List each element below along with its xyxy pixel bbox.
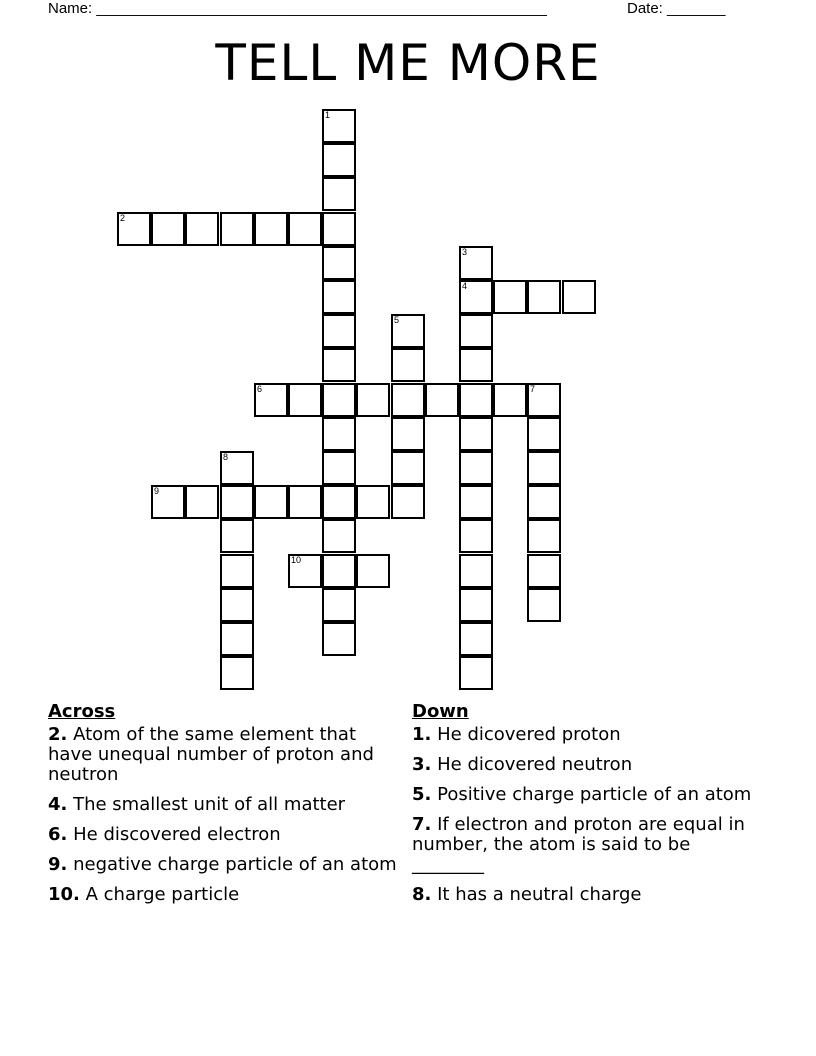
grid-cell[interactable] xyxy=(527,554,561,588)
grid-cell[interactable] xyxy=(527,588,561,622)
grid-cell[interactable] xyxy=(527,451,561,485)
grid-cell[interactable] xyxy=(459,588,493,622)
grid-cell[interactable] xyxy=(459,451,493,485)
grid-cell[interactable] xyxy=(493,383,527,417)
clue-down-5: 5. Positive charge particle of an atom xyxy=(412,784,752,805)
clue-down-8: 8. It has a neutral charge xyxy=(412,884,642,905)
grid-cell[interactable] xyxy=(459,314,493,348)
name-field-label[interactable]: Name: ______________________________________________________ xyxy=(48,0,547,17)
grid-cell[interactable] xyxy=(220,485,254,519)
cell-number: 3 xyxy=(462,247,468,257)
grid-cell[interactable] xyxy=(288,485,322,519)
grid-cell[interactable] xyxy=(459,348,493,382)
across-clues xyxy=(48,702,403,915)
clue-across-9: 9. negative charge particle of an atom xyxy=(48,854,397,875)
grid-cell[interactable] xyxy=(322,588,356,622)
grid-cell[interactable] xyxy=(459,622,493,656)
grid-cell[interactable] xyxy=(391,348,425,382)
grid-cell[interactable] xyxy=(322,417,356,451)
grid-cell[interactable] xyxy=(220,588,254,622)
grid-cell[interactable] xyxy=(322,246,356,280)
across-heading: Across xyxy=(48,701,116,722)
grid-cell[interactable] xyxy=(151,485,185,519)
grid-cell[interactable] xyxy=(322,383,356,417)
grid-cell[interactable] xyxy=(391,383,425,417)
grid-cell[interactable] xyxy=(151,212,185,246)
grid-cell[interactable] xyxy=(527,383,561,417)
grid-cell[interactable] xyxy=(356,554,390,588)
grid-cell[interactable] xyxy=(288,554,322,588)
grid-cell[interactable] xyxy=(288,212,322,246)
cell-number: 5 xyxy=(394,315,400,325)
grid-cell[interactable] xyxy=(459,485,493,519)
grid-cell[interactable] xyxy=(322,143,356,177)
grid-cell[interactable] xyxy=(527,280,561,314)
cell-number: 2 xyxy=(120,213,126,223)
grid-cell[interactable] xyxy=(322,485,356,519)
grid-cell[interactable] xyxy=(254,383,288,417)
grid-cell[interactable] xyxy=(322,314,356,348)
clue-across-10: 10. A charge particle xyxy=(48,884,240,905)
grid-cell[interactable] xyxy=(322,348,356,382)
grid-cell[interactable] xyxy=(391,451,425,485)
grid-cell[interactable] xyxy=(220,656,254,690)
grid-cell[interactable] xyxy=(459,246,493,280)
grid-cell[interactable] xyxy=(459,280,493,314)
down-clues xyxy=(412,702,767,915)
grid-cell[interactable] xyxy=(322,622,356,656)
grid-cell[interactable] xyxy=(527,485,561,519)
grid-cell[interactable] xyxy=(254,485,288,519)
cell-number: 1 xyxy=(325,110,331,120)
clue-across-4: 4. The smallest unit of all matter xyxy=(48,794,346,815)
grid-cell[interactable] xyxy=(425,383,459,417)
grid-cell[interactable] xyxy=(391,314,425,348)
grid-cell[interactable] xyxy=(322,451,356,485)
grid-cell[interactable] xyxy=(459,383,493,417)
clue-down-3: 3. He dicovered neutron xyxy=(412,754,633,775)
grid-cell[interactable] xyxy=(459,554,493,588)
grid-cell[interactable] xyxy=(185,212,219,246)
grid-cell[interactable] xyxy=(185,485,219,519)
grid-cell[interactable] xyxy=(117,212,151,246)
clue-across-2: 2. Atom of the same element that have unequal number of proton and neutron xyxy=(48,724,374,785)
grid-cell[interactable] xyxy=(356,383,390,417)
grid-cell[interactable] xyxy=(220,519,254,553)
grid-cell[interactable] xyxy=(391,417,425,451)
cell-number: 7 xyxy=(530,384,536,394)
grid-cell[interactable] xyxy=(493,280,527,314)
grid-cell[interactable] xyxy=(288,383,322,417)
clue-down-7: 7. If electron and proton are equal in number, the atom is said to be ________ xyxy=(412,814,745,875)
grid-cell[interactable] xyxy=(459,417,493,451)
grid-cell[interactable] xyxy=(459,519,493,553)
grid-cell[interactable] xyxy=(459,656,493,690)
grid-cell[interactable] xyxy=(322,177,356,211)
clue-down-1: 1. He dicovered proton xyxy=(412,724,621,745)
grid-cell[interactable] xyxy=(527,519,561,553)
clue-across-6: 6. He discovered electron xyxy=(48,824,281,845)
cell-number: 6 xyxy=(257,384,263,394)
cell-number: 4 xyxy=(462,281,468,291)
grid-cell[interactable] xyxy=(391,485,425,519)
grid-cell[interactable] xyxy=(322,280,356,314)
cell-number: 8 xyxy=(223,452,229,462)
cell-number: 10 xyxy=(291,555,302,565)
grid-cell[interactable] xyxy=(220,451,254,485)
grid-cell[interactable] xyxy=(322,109,356,143)
cell-number: 9 xyxy=(154,486,160,496)
grid-cell[interactable] xyxy=(562,280,596,314)
date-field-label[interactable]: Date: _______ xyxy=(627,0,726,17)
grid-cell[interactable] xyxy=(322,212,356,246)
grid-cell[interactable] xyxy=(322,519,356,553)
grid-cell[interactable] xyxy=(254,212,288,246)
grid-cell[interactable] xyxy=(356,485,390,519)
grid-cell[interactable] xyxy=(220,622,254,656)
grid-cell[interactable] xyxy=(220,554,254,588)
grid-cell[interactable] xyxy=(322,554,356,588)
grid-cell[interactable] xyxy=(527,417,561,451)
down-heading: Down xyxy=(412,701,469,722)
grid-cell[interactable] xyxy=(220,212,254,246)
puzzle-title: TELL ME MORE xyxy=(215,34,601,92)
